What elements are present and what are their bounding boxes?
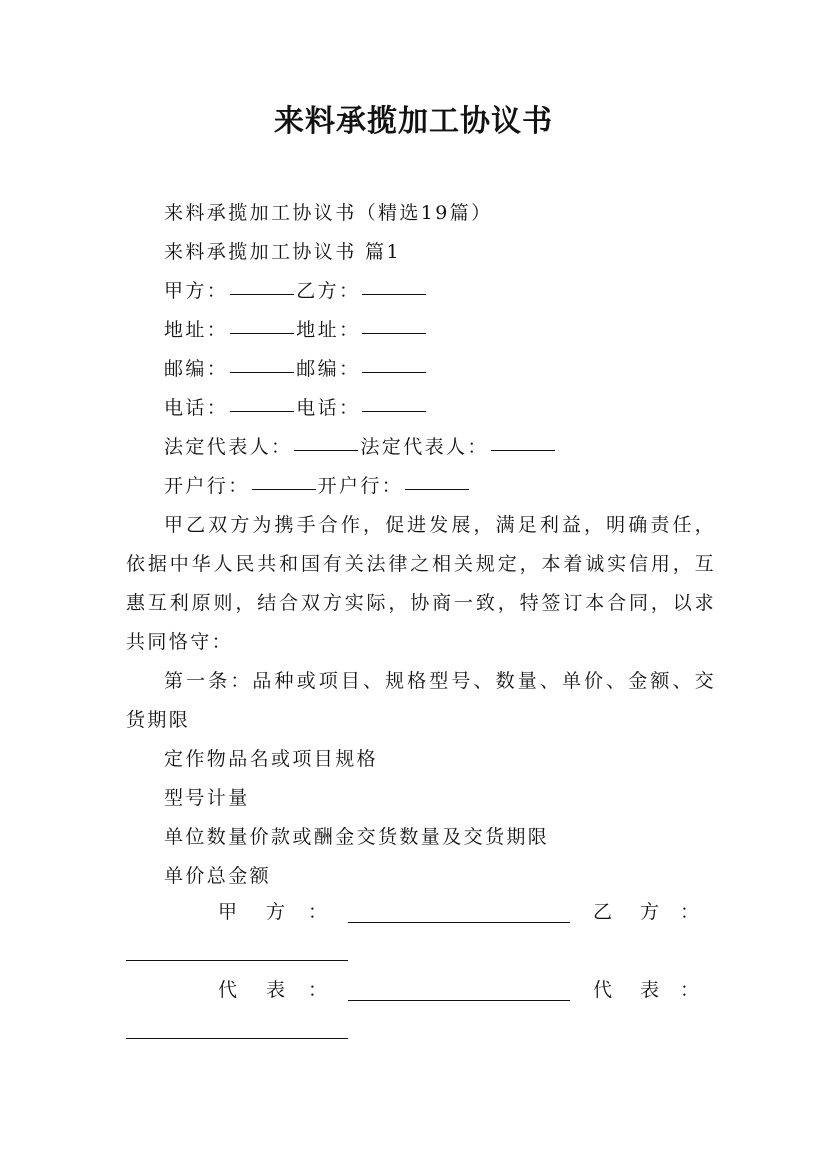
- party-line: [126, 272, 716, 311]
- bank-line: [126, 467, 716, 506]
- document-title: 来料承揽加工协议书: [274, 104, 553, 139]
- article-1-paragraph: 第一条：品种或项目、规格型号、数量、单价、金额、交货期限: [126, 670, 716, 731]
- signature-party-row-wrap: [126, 932, 716, 971]
- phone-a-label: 电话：: [164, 397, 229, 419]
- legal-b-label: 法定代表人：: [360, 436, 489, 458]
- sig-party-b-line: [126, 960, 348, 961]
- sig-rep-a-char-3: ：: [308, 979, 328, 1001]
- sig-rep-b-char-1: 代: [593, 979, 613, 1001]
- bank-b-blank: [405, 488, 469, 490]
- sig-rep-b-line: [126, 1038, 348, 1039]
- sig-party-a-line: [348, 922, 570, 923]
- bank-a-blank: [252, 488, 316, 490]
- legal-rep-line: [126, 428, 716, 467]
- sig-party-b-char-3: ：: [680, 901, 700, 923]
- legal-a-blank: [294, 449, 358, 451]
- party-a-label: 甲方：: [164, 280, 229, 302]
- phone-b-blank: [362, 410, 426, 412]
- address-line: [126, 311, 716, 350]
- address-a-blank: [230, 332, 294, 334]
- party-a-blank: [230, 293, 294, 295]
- address-a-label: 地址：: [164, 319, 229, 341]
- address-b-blank: [362, 332, 426, 334]
- legal-b-blank: [491, 449, 555, 451]
- zip-b-label: 邮编：: [296, 358, 361, 380]
- item-line-4: 单价总金额: [164, 865, 272, 887]
- signature-block: [126, 893, 716, 1049]
- sig-party-a-char-3: ：: [308, 901, 328, 923]
- sig-rep-a-char-1: 代: [218, 979, 238, 1001]
- signature-rep-row: [126, 971, 716, 1010]
- zip-line: [126, 350, 716, 389]
- zip-a-blank: [230, 371, 294, 373]
- sig-rep-b-char-3: ：: [680, 979, 700, 1001]
- sig-party-b-char-2: 方: [640, 901, 660, 923]
- phone-b-label: 电话：: [296, 397, 361, 419]
- preamble-paragraph: 甲乙双方为携手合作，促进发展，满足利益，明确责任，依据中华人民共和国有关法律之相关规定，本着诚实信用，互惠互利原则，结合双方实际，协商一致，特签订本合同，以求共同恪守：: [126, 514, 716, 653]
- bank-a-label: 开户行：: [164, 475, 250, 497]
- item-line-1: 定作物品名或项目规格: [164, 748, 379, 770]
- phone-a-blank: [230, 410, 294, 412]
- sig-rep-a-line: [348, 1000, 570, 1001]
- item-line-3: 单位数量价款或酬金交货数量及交货期限: [164, 826, 550, 848]
- legal-a-label: 法定代表人：: [164, 436, 293, 458]
- signature-rep-row-wrap: [126, 1010, 716, 1049]
- subtitle-line: 来料承揽加工协议书（精选19篇）: [164, 202, 493, 224]
- document-body: [126, 194, 716, 896]
- zip-a-label: 邮编：: [164, 358, 229, 380]
- chapter-heading: 来料承揽加工协议书 篇1: [164, 241, 401, 263]
- phone-line: [126, 389, 716, 428]
- sig-rep-a-char-2: 表: [266, 979, 286, 1001]
- sig-rep-b-char-2: 表: [640, 979, 660, 1001]
- address-b-label: 地址：: [296, 319, 361, 341]
- sig-party-b-char-1: 乙: [593, 901, 613, 923]
- sig-party-a-char-2: 方: [266, 901, 286, 923]
- signature-party-row: [126, 893, 716, 932]
- sig-party-a-char-1: 甲: [218, 901, 238, 923]
- zip-b-blank: [362, 371, 426, 373]
- bank-b-label: 开户行：: [317, 475, 404, 497]
- party-b-blank: [362, 293, 426, 295]
- party-b-label: 乙方：: [296, 280, 361, 302]
- item-line-2: 型号计量: [164, 787, 250, 809]
